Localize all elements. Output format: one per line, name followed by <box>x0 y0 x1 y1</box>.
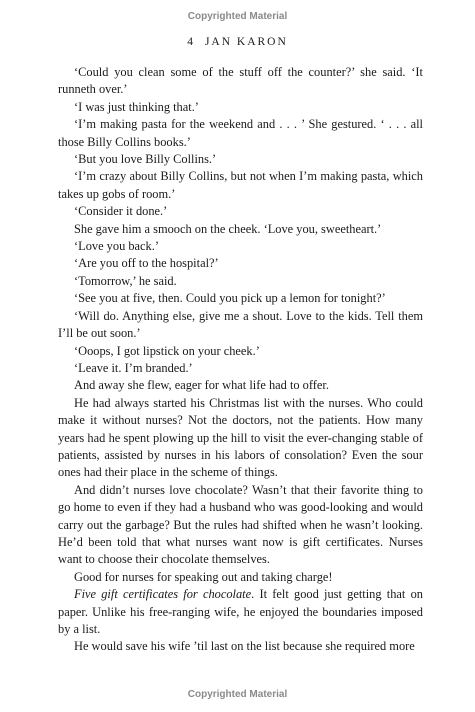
paragraph: ‘I was just thinking that.’ <box>74 99 199 114</box>
paragraph: ‘Could you clean some of the stuff off the counter?’ she said. ‘It runneth over.’ <box>58 65 423 97</box>
paragraph: ‘Love you back.’ <box>74 239 159 254</box>
paragraph: ‘But you love Billy Collins.’ <box>74 152 217 167</box>
paragraph: ‘Leave it. I’m branded.’ <box>74 360 193 375</box>
paragraph: ‘I’m making pasta for the weekend and . . . ’ She gestured. ‘ . . . all those Billy Collins books.’ <box>58 117 423 149</box>
paragraph: She gave him a smooch on the cheek. ‘Love you, sweetheart.’ <box>74 221 382 236</box>
body-text <box>58 64 423 656</box>
paragraph: ‘Are you off to the hospital?’ <box>74 256 219 271</box>
paragraph <box>58 586 423 638</box>
paragraph: ‘I’m crazy about Billy Collins, but not when I’m making pasta, which takes up gobs of room.’ <box>58 169 423 201</box>
page-number: 4 <box>187 36 195 48</box>
paragraph: ‘Tomorrow,’ he said. <box>74 273 177 288</box>
paragraph: Good for nurses for speaking out and taking charge! <box>74 569 333 584</box>
italic-phrase: Five gift certificates for chocolate <box>74 587 252 602</box>
paragraph: ‘See you at five, then. Could you pick up a lemon for tonight?’ <box>74 291 386 306</box>
paragraph: ‘Consider it done.’ <box>74 204 168 219</box>
paragraph: And didn’t nurses love chocolate? Wasn’t that their favorite thing to go home to even if they had a husband who was good-looking and would carry out the garbage? But the rules had shifted when he wasn’t looking. He’d been told that what nurses want now is gift certificates. Nurses want to choose their chocolate themselves. <box>58 482 423 567</box>
paragraph: And away she flew, eager for what life had to offer. <box>74 378 329 393</box>
paragraph: He had always started his Christmas list with the nurses. Who could make it without nurses? Not the doctors, not the patients. How many years had he spent plowing up the hill to visit the ever-changing stable of patients, assisted by nurses in his labors of consolation? Even the sour ones had their place in the scheme of things. <box>58 395 423 480</box>
paragraph: ‘Ooops, I got lipstick on your cheek.’ <box>74 343 260 358</box>
paragraph: He would save his wife ’til last on the list because she required more <box>74 639 415 654</box>
paragraph-continuation: . It felt good just getting that on paper. Unlike his free-ranging wife, he enjoyed the boundaries imposed by a list. <box>58 587 423 636</box>
running-header <box>0 36 475 48</box>
author-name: JAN KARON <box>204 36 288 48</box>
copyright-watermark-bottom: Copyrighted Material <box>187 689 288 700</box>
paragraph: ‘Will do. Anything else, give me a shout. Love to the kids. Tell them I’ll be out soon.’ <box>58 308 423 341</box>
copyright-watermark-top: Copyrighted Material <box>187 11 288 22</box>
